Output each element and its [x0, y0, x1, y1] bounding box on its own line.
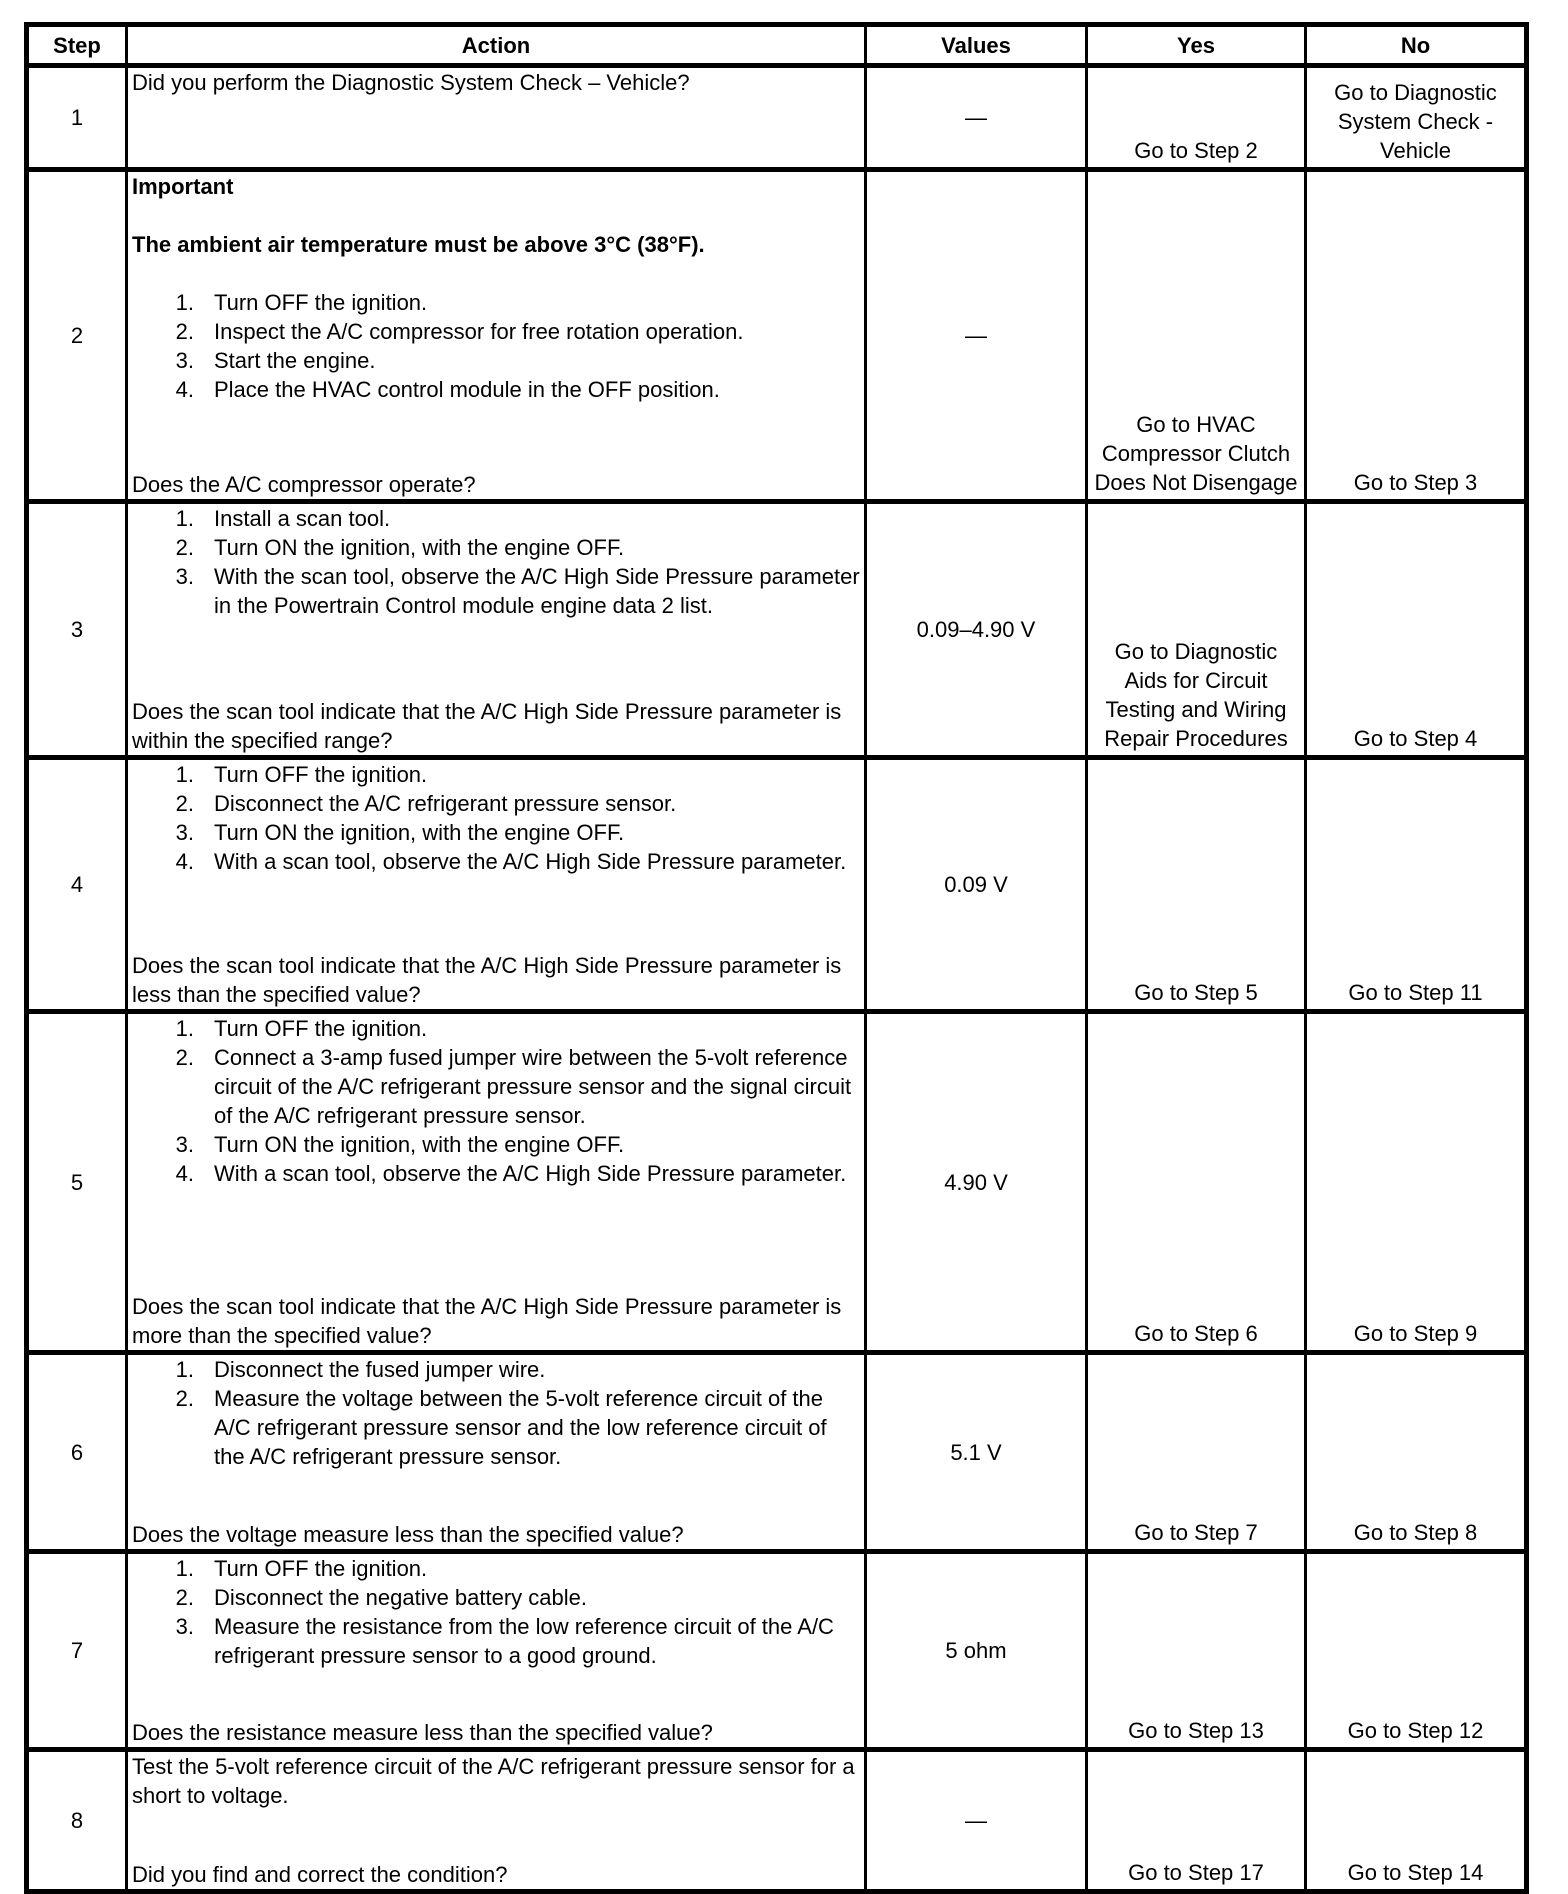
yes-cell: Go to HVAC Compressor Clutch Does Not Disengage [1087, 170, 1306, 502]
table-row [27, 502, 1527, 758]
step-number: 1 [27, 66, 127, 170]
action-question: Does the scan tool indicate that the A/C High Side Pressure parameter is more than the specified value? [132, 1294, 842, 1348]
header-values: Values [866, 25, 1087, 66]
yes-cell: Go to Step 7 [1087, 1353, 1306, 1552]
table-row [27, 1750, 1527, 1892]
action-cell [127, 1012, 866, 1353]
list-number: 2. [175, 1585, 194, 1610]
header-step: Step [27, 25, 127, 66]
list-text: Turn ON the ignition, with the engine OFF. [214, 535, 625, 560]
table-row [27, 1353, 1527, 1552]
list-text: Inspect the A/C compressor for free rotation operation. [214, 319, 744, 344]
no-cell: Go to Step 9 [1306, 1012, 1527, 1353]
list-text: Turn OFF the ignition. [214, 762, 428, 787]
action-question: Did you find and correct the condition? [132, 1862, 508, 1887]
list-item [132, 1014, 860, 1043]
list-number: 4. [175, 377, 194, 402]
list-number: 3. [175, 1132, 194, 1157]
action-content [132, 1554, 860, 1747]
list-number: 2. [175, 535, 194, 560]
list-text: Turn OFF the ignition. [214, 1556, 428, 1581]
action-top [132, 1752, 860, 1810]
value-cell: 4.90 V [866, 1012, 1087, 1353]
action-content [132, 504, 860, 755]
list-text: With a scan tool, observe the A/C High Side Pressure parameter. [214, 849, 847, 874]
table-row [27, 758, 1527, 1012]
action-question: Does the resistance measure less than the specified value? [132, 1720, 713, 1745]
list-number: 1. [175, 1556, 194, 1581]
list-number: 3. [175, 348, 194, 373]
list-text: With a scan tool, observe the A/C High Side Pressure parameter. [214, 1161, 847, 1186]
no-cell: Go to Step 4 [1306, 502, 1527, 758]
list-text: Disconnect the fused jumper wire. [214, 1357, 546, 1382]
list-number: 3. [175, 1614, 194, 1639]
action-text: Did you perform the Diagnostic System Check – Vehicle? [132, 70, 690, 95]
header-action: Action [127, 25, 866, 66]
step-number: 8 [27, 1750, 127, 1892]
list-text: Measure the resistance from the low reference circuit of the A/C refrigerant pressure sensor to a good ground. [214, 1614, 834, 1668]
no-cell: Go to Step 8 [1306, 1353, 1527, 1552]
yes-cell: Go to Step 13 [1087, 1552, 1306, 1750]
list-item [132, 1159, 860, 1188]
list-item [132, 375, 860, 404]
list-number: 2. [175, 791, 194, 816]
value-cell: 0.09–4.90 V [866, 502, 1087, 758]
table-row [27, 1012, 1527, 1353]
action-content [132, 1752, 860, 1889]
list-number: 2. [175, 1386, 194, 1411]
action-top [132, 504, 860, 620]
list-text: Turn OFF the ignition. [214, 1016, 428, 1041]
header-yes: Yes [1087, 25, 1306, 66]
action-text: Test the 5-volt reference circuit of the A/C refrigerant pressure sensor for a short to voltage. [132, 1754, 855, 1808]
list-item [132, 818, 860, 847]
step-number: 4 [27, 758, 127, 1012]
list-item [132, 346, 860, 375]
list-item [132, 1384, 860, 1471]
table-row [27, 170, 1527, 502]
no-cell: Go to Step 14 [1306, 1750, 1527, 1892]
list-text: Measure the voltage between the 5-volt reference circuit of the A/C refrigerant pressure sensor and the low reference circuit of the A/C refrigerant pressure sensor. [214, 1386, 827, 1469]
yes-cell: Go to Step 2 [1087, 66, 1306, 170]
action-question: Does the scan tool indicate that the A/C High Side Pressure parameter is within the specified range? [132, 699, 842, 753]
list-item [132, 760, 860, 789]
no-cell: Go to Step 3 [1306, 170, 1527, 502]
list-text: Start the engine. [214, 348, 376, 373]
value-cell: — [866, 66, 1087, 170]
action-question: Does the A/C compressor operate? [132, 472, 476, 497]
list-item [132, 288, 860, 317]
action-cell [127, 758, 866, 1012]
list-number: 2. [175, 319, 194, 344]
value-cell: — [866, 1750, 1087, 1892]
list-number: 3. [175, 820, 194, 845]
action-content [132, 1014, 860, 1350]
list-item [132, 504, 860, 533]
step-number: 3 [27, 502, 127, 758]
action-cell [127, 1552, 866, 1750]
yes-cell: Go to Step 5 [1087, 758, 1306, 1012]
list-text: Turn ON the ignition, with the engine OFF. [214, 820, 625, 845]
no-cell: Go to Step 12 [1306, 1552, 1527, 1750]
list-number: 1. [175, 290, 194, 315]
action-top [132, 1355, 860, 1471]
value-cell: 5 ohm [866, 1552, 1087, 1750]
list-text: Connect a 3-amp fused jumper wire between the 5-volt reference circuit of the A/C refrigerant pressure sensor and the signal circuit of the A/C refrigerant pressure sensor. [214, 1045, 852, 1128]
action-cell [127, 502, 866, 758]
action-top [132, 1014, 860, 1188]
action-content [132, 172, 860, 499]
important-label: Important [132, 174, 234, 199]
no-cell: Go to Step 11 [1306, 758, 1527, 1012]
action-question: Does the voltage measure less than the specified value? [132, 1522, 684, 1547]
list-number: 3. [175, 564, 194, 589]
list-item [132, 1130, 860, 1159]
table-row [27, 66, 1527, 170]
list-number: 4. [175, 849, 194, 874]
action-top [132, 172, 860, 404]
value-cell: — [866, 170, 1087, 502]
action-content [132, 1355, 860, 1549]
list-item [132, 562, 860, 620]
yes-cell: Go to Step 6 [1087, 1012, 1306, 1353]
list-item [132, 317, 860, 346]
important-note: The ambient air temperature must be above 3°C (38°F). [132, 232, 705, 257]
list-item [132, 789, 860, 818]
list-number: 1. [175, 1016, 194, 1041]
list-number: 1. [175, 506, 194, 531]
table-row [27, 1552, 1527, 1750]
action-cell [127, 66, 866, 170]
list-item [132, 1355, 860, 1384]
list-text: Disconnect the negative battery cable. [214, 1585, 588, 1610]
list-text: Place the HVAC control module in the OFF position. [214, 377, 720, 402]
step-number: 7 [27, 1552, 127, 1750]
list-text: Disconnect the A/C refrigerant pressure sensor. [214, 791, 677, 816]
list-item [132, 1043, 860, 1130]
action-content [132, 760, 860, 1009]
list-item [132, 1554, 860, 1583]
yes-cell: Go to Diagnostic Aids for Circuit Testing and Wiring Repair Procedures [1087, 502, 1306, 758]
list-item [132, 1612, 860, 1670]
action-top [132, 760, 860, 876]
value-cell: 5.1 V [866, 1353, 1087, 1552]
spacer [132, 201, 860, 230]
list-item [132, 533, 860, 562]
action-question: Does the scan tool indicate that the A/C High Side Pressure parameter is less than the specified value? [132, 953, 842, 1007]
action-cell [127, 1353, 866, 1552]
list-text: Install a scan tool. [214, 506, 391, 531]
list-item [132, 1583, 860, 1612]
list-number: 2. [175, 1045, 194, 1070]
action-content [132, 68, 860, 167]
list-text: Turn OFF the ignition. [214, 290, 428, 315]
step-number: 6 [27, 1353, 127, 1552]
list-text: With the scan tool, observe the A/C High Side Pressure parameter in the Powertrain Control module engine data 2 list. [214, 564, 860, 618]
header-row [27, 25, 1527, 66]
action-cell [127, 170, 866, 502]
list-number: 1. [175, 1357, 194, 1382]
action-top [132, 68, 860, 97]
list-text: Turn ON the ignition, with the engine OFF. [214, 1132, 625, 1157]
action-cell [127, 1750, 866, 1892]
diagnostic-table [24, 22, 1529, 1894]
list-number: 4. [175, 1161, 194, 1186]
yes-cell: Go to Step 17 [1087, 1750, 1306, 1892]
no-cell: Go to Diagnostic System Check - Vehicle [1306, 66, 1527, 170]
step-number: 2 [27, 170, 127, 502]
list-number: 1. [175, 762, 194, 787]
action-top [132, 1554, 860, 1670]
step-number: 5 [27, 1012, 127, 1353]
spacer [132, 259, 860, 288]
header-no: No [1306, 25, 1527, 66]
value-cell: 0.09 V [866, 758, 1087, 1012]
list-item [132, 847, 860, 876]
